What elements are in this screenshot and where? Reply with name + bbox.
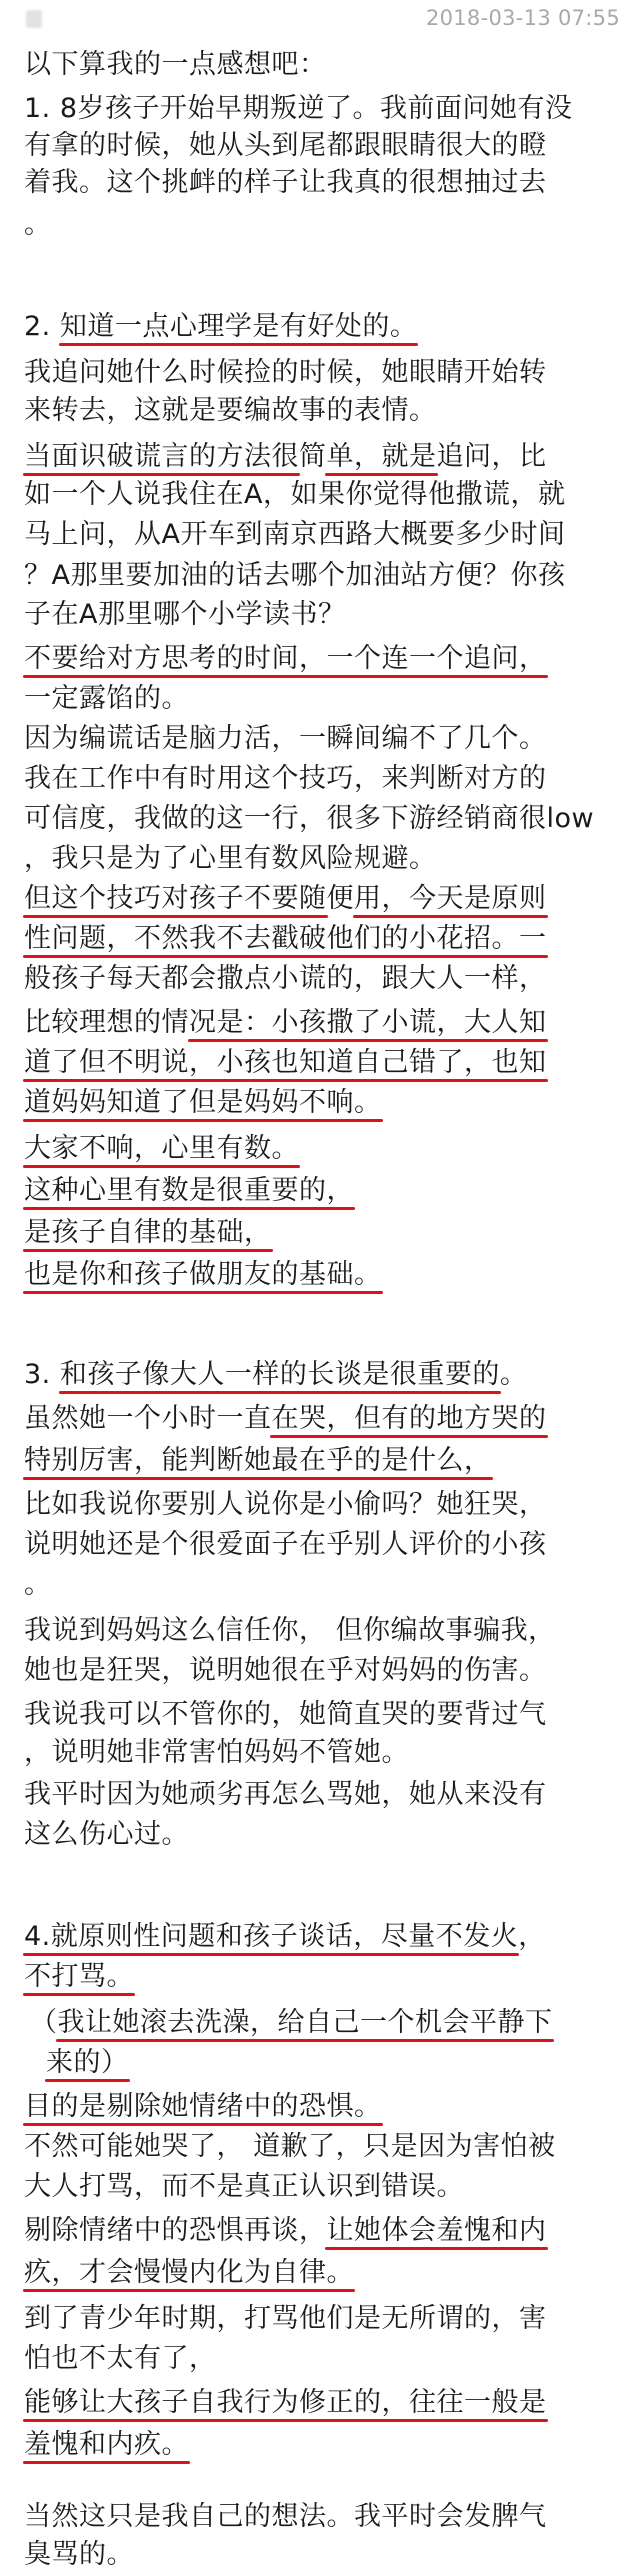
- text-line: 有拿的时候，她从头到尾都跟眼睛很大的瞪: [24, 130, 547, 161]
- red-underline: [23, 2419, 548, 2422]
- text-line: 我说我可以不管你的，她简直哭的要背过气: [24, 1699, 547, 1730]
- text-line: 马上问，从A开车到南京西路大概要多少时间: [24, 519, 566, 550]
- text-line: ，说明她非常害怕妈妈不管她。: [24, 1737, 409, 1768]
- red-underline: [23, 2289, 355, 2292]
- text-line: 不打骂。: [24, 1961, 134, 1992]
- text-line: ？A那里要加油的话去哪个加油站方便？你孩: [24, 560, 566, 591]
- text-line: 因为编谎话是脑力活，一瞬间编不了几个。: [24, 723, 547, 754]
- red-underline: [23, 1079, 548, 1082]
- text-line: 可信度，我做的这一行，很多下游经销商很low: [24, 803, 595, 834]
- text-line: 我追问她什么时候捡的时候，她眼睛开始转: [24, 357, 547, 388]
- text-line: 臭骂的。: [24, 2539, 134, 2570]
- text-line: 能够让大孩子自我行为修正的，往往一般是: [24, 2387, 547, 2418]
- text-line: 当然这只是我自己的想法。我平时会发脾气: [24, 2501, 547, 2532]
- red-underline: [56, 2039, 553, 2042]
- text-line: 目的是剔除她情绪中的恐惧。: [24, 2091, 382, 2122]
- blurred-username: [26, 10, 42, 28]
- text-line: 。: [24, 209, 52, 240]
- red-underline: [23, 2461, 190, 2464]
- text-line: 当面识破谎言的方法很简单，就是追问，比: [24, 441, 547, 472]
- text-line: 这种心里有数是很重要的，: [24, 1175, 354, 1206]
- red-underline: [23, 1477, 493, 1480]
- text-line: 比如我说你要别人说你是小偷吗？她狂哭，: [24, 1489, 547, 1520]
- red-underline: [23, 1993, 135, 1996]
- text-line: 性问题，不然我不去戳破他们的小花招。一: [24, 923, 547, 954]
- red-underline: [23, 955, 548, 958]
- red-underline: [59, 343, 419, 346]
- text-line: 疚，才会慢慢内化为自律。: [24, 2257, 354, 2288]
- red-underline: [353, 915, 548, 918]
- text-line: 比较理想的情况是：小孩撒了小谎，大人知: [24, 1007, 547, 1038]
- text-line: 虽然她一个小时一直在哭，但有的地方哭的: [24, 1403, 547, 1434]
- red-underline: [188, 1039, 548, 1042]
- text-line: 不要给对方思考的时间，一个连一个追问，: [24, 643, 547, 674]
- text-line: 不然可能她哭了， 道歉了，只是因为害怕被: [24, 2131, 556, 2162]
- text-line: ，我只是为了心里有数风险规避。: [24, 843, 437, 874]
- red-underline: [23, 1953, 519, 1956]
- red-underline: [23, 915, 328, 918]
- text-line: 也是你和孩子做朋友的基础。: [24, 1259, 382, 1290]
- text-line: 一定露馅的。: [24, 683, 189, 714]
- red-underline: [270, 1435, 547, 1438]
- text-line: 我平时因为她顽劣再怎么骂她，她从来没有: [24, 1779, 547, 1810]
- red-underline: [59, 1391, 501, 1394]
- text-line: 但这个技巧对孩子不要随便用，今天是原则: [24, 883, 547, 914]
- text-line: 2. 知道一点心理学是有好处的。: [24, 311, 418, 342]
- post-timestamp: 2018-03-13 07:55: [425, 6, 620, 30]
- text-line: 怕也不太有了，: [24, 2343, 217, 2374]
- text-line: 如一个人说我住在A，如果你觉得他撒谎，就: [24, 479, 566, 510]
- text-line: 说明她还是个很爱面子在乎别人评价的小孩: [24, 1529, 547, 1560]
- text-line: 以下算我的一点感想吧：: [24, 49, 327, 80]
- red-underline: [23, 1119, 383, 1122]
- red-underline: [325, 2247, 547, 2250]
- text-line: （我让她滚去洗澡，给自己一个机会平静下: [30, 2007, 553, 2038]
- text-line: 大家不响，心里有数。: [24, 1133, 299, 1164]
- red-underline: [23, 473, 300, 476]
- text-line: 到了青少年时期，打骂他们是无所谓的，害: [24, 2303, 547, 2334]
- text-line: 我在工作中有时用这个技巧，来判断对方的: [24, 763, 547, 794]
- text-line: 羞愧和内疚。: [24, 2429, 189, 2460]
- text-line: 来转去，这就是要编故事的表情。: [24, 395, 437, 426]
- text-line: 4.就原则性问题和孩子谈话，尽量不发火，: [24, 1921, 546, 1952]
- text-line: 来的）: [46, 2047, 129, 2078]
- red-underline: [325, 473, 437, 476]
- text-line: 道妈妈知道了但是妈妈不响。: [24, 1087, 382, 1118]
- text-line: 大人打骂，而不是真正认识到错误。: [24, 2171, 464, 2202]
- text-line: 般孩子每天都会撒点小谎的，跟大人一样，: [24, 963, 547, 994]
- text-line: 这么伤心过。: [24, 1819, 189, 1850]
- red-underline: [23, 1249, 273, 1252]
- red-underline: [23, 675, 548, 678]
- red-underline: [23, 1207, 355, 1210]
- post-header: [0, 0, 640, 40]
- red-underline: [45, 2079, 130, 2082]
- text-line: 我说到妈妈这么信任你， 但你编故事骗我，: [24, 1615, 556, 1646]
- text-line: 特别厉害，能判断她最在乎的是什么，: [24, 1445, 492, 1476]
- text-line: 3. 和孩子像大人一样的长谈是很重要的。: [24, 1359, 528, 1390]
- text-line: 。: [24, 1569, 52, 1600]
- text-line: 子在A那里哪个小学读书？: [24, 599, 346, 630]
- text-line: 她也是狂哭，说明她很在乎对妈妈的伤害。: [24, 1655, 547, 1686]
- red-underline: [23, 1165, 300, 1168]
- text-line: 是孩子自律的基础，: [24, 1217, 272, 1248]
- text-line: 着我。这个挑衅的样子让我真的很想抽过去: [24, 167, 547, 198]
- text-line: 剔除情绪中的恐惧再谈，让她体会羞愧和内: [24, 2215, 547, 2246]
- red-underline: [23, 1291, 383, 1294]
- red-underline: [23, 2123, 383, 2126]
- text-line: 1. 8岁孩子开始早期叛逆了。我前面问她有没: [24, 93, 573, 124]
- text-line: 道了但不明说，小孩也知道自己错了，也知: [24, 1047, 547, 1078]
